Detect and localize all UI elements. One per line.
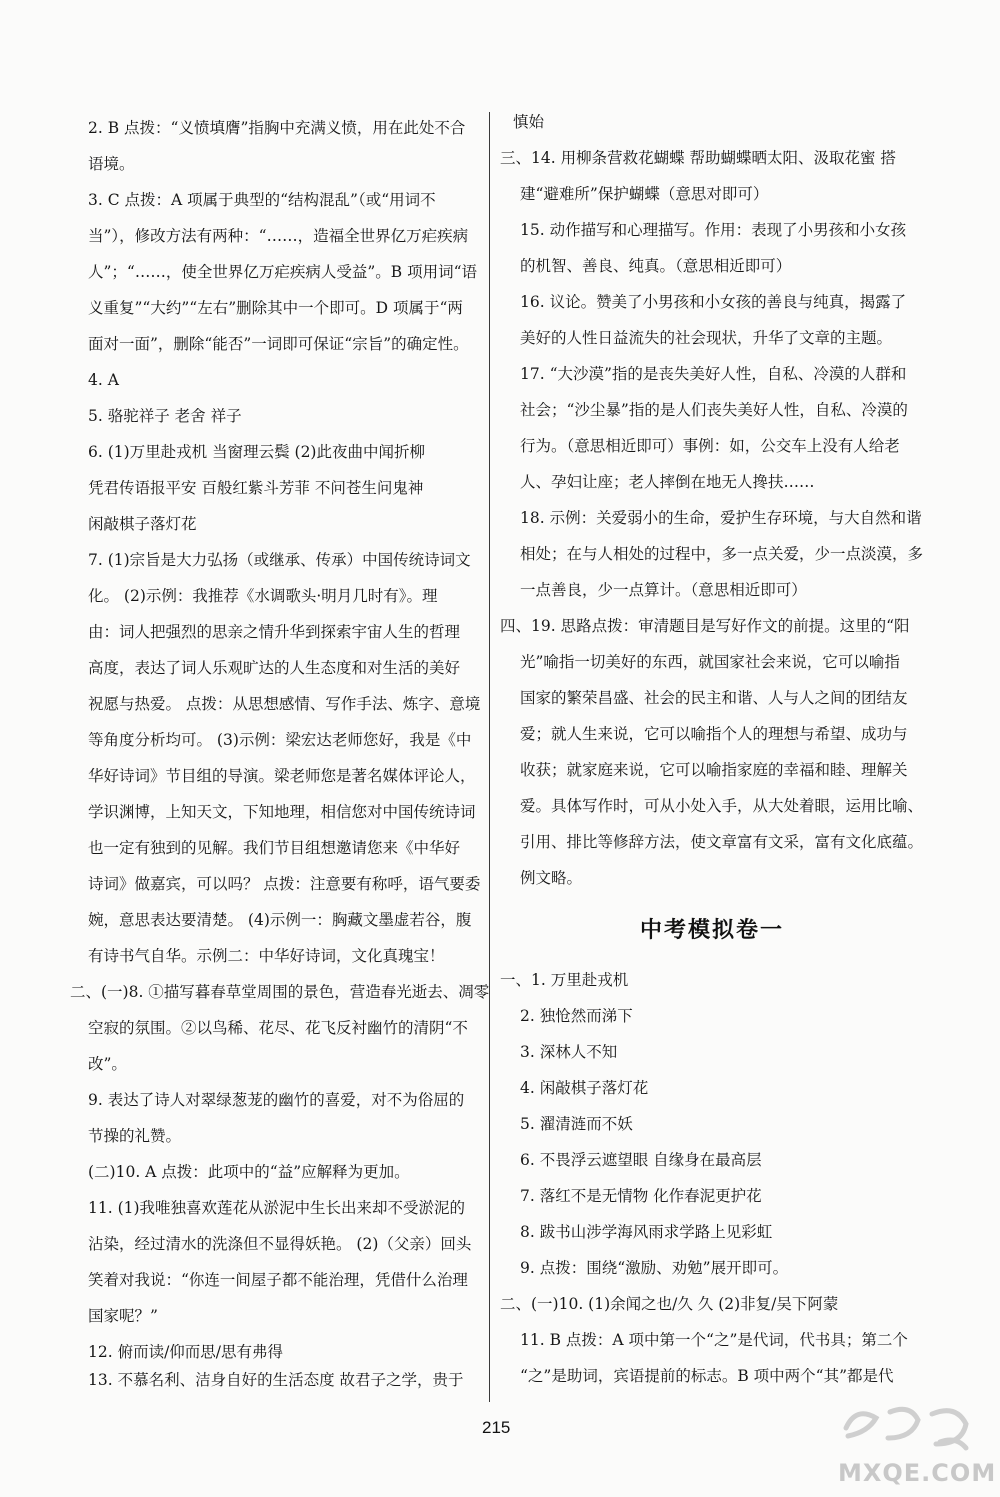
- text-line: 当”），修改方法有两种：“……，造福全世界亿万疟疾病: [88, 227, 469, 245]
- text-line: 的机智、善良、纯真。（意思相近即可）: [520, 257, 792, 275]
- text-line: 诗词》做嘉宾，可以吗？ 点拨：注意要有称呼，语气要委: [88, 875, 481, 893]
- text-line: 美好的人性日益流失的社会现状，升华了文章的主题。: [520, 329, 893, 347]
- text-line: 3. 深林人不知: [520, 1043, 618, 1061]
- text-line: 等角度分析均可。 (3)示例：梁宏达老师您好，我是《中: [88, 731, 472, 749]
- text-line: 6. (1)万里赴戎机 当窗理云鬓 (2)此夜曲中闻折柳: [88, 443, 425, 461]
- text-line: 18. 示例：关爱弱小的生命，爱护生存环境，与大自然和谐: [520, 509, 922, 527]
- text-line: 国家呢？”: [88, 1307, 158, 1325]
- text-line: 人、孕妇让座；老人摔倒在地无人搀扶……: [520, 473, 815, 491]
- text-line: 婉，意思表达要清楚。 (4)示例一：胸藏文墨虚若谷，腹: [88, 911, 472, 929]
- text-line: 爱。具体写作时，可从小处入手，从大处着眼，运用比喻、: [520, 797, 924, 815]
- text-line: 11. (1)我唯独喜欢莲花从淤泥中生长出来却不受淤泥的: [88, 1199, 466, 1217]
- text-line: 笑着对我说：“你连一间屋子都不能治理，凭借什么治理: [88, 1271, 468, 1289]
- text-line: 11. B 点拨：A 项中第一个“之”是代词，代书具；第二个: [520, 1331, 908, 1349]
- text-line: 社会；“沙尘暴”指的是人们丧失美好人性，自私、冷漠的: [520, 401, 908, 419]
- text-line: 7. 落红不是无情物 化作春泥更护花: [520, 1187, 762, 1205]
- text-line: 3. C 点拨：A 项属于典型的“结构混乱”（或“用词不: [88, 191, 436, 209]
- text-line: 改”。: [88, 1055, 127, 1073]
- text-line: 四、19. 思路点拨：审清题目是写好作文的前提。这里的“阳: [500, 617, 910, 635]
- text-line: 由：词人把强烈的思亲之情升华到探索宇宙人生的哲理: [88, 623, 461, 641]
- text-line: 2. 独怆然而涕下: [520, 1007, 633, 1025]
- text-line: 人”；“……，使全世界亿万疟疾病人受益”。B 项用词“语: [88, 263, 478, 281]
- text-line: 15. 动作描写和心理描写。作用：表现了小男孩和小女孩: [520, 221, 907, 239]
- text-line: 爱；就人生来说，它可以喻指个人的理想与希望、成功与: [520, 725, 908, 743]
- text-line: 慎始: [513, 113, 545, 131]
- text-line: 义重复”“大约”“左右”删除其中一个即可。D 项属于“两: [88, 299, 463, 317]
- text-line: 17. “大沙漠”指的是丧失美好人性，自私、冷漠的人群和: [520, 365, 907, 383]
- text-line: 13. 不慕名利、洁身自好的生活态度 故君子之学，贵于: [88, 1371, 464, 1389]
- text-line: 凭君传语报平安 百般红紫斗芳菲 不问苍生问鬼神: [88, 479, 424, 497]
- text-line: 节操的礼赞。: [88, 1127, 182, 1145]
- column-divider: [489, 112, 490, 1402]
- text-line: 2. B 点拨：“义愤填膺”指胸中充满义愤，用在此处不合: [88, 119, 466, 137]
- text-line: 6. 不畏浮云遮望眼 自缘身在最高层: [520, 1151, 762, 1169]
- text-line: 国家的繁荣昌盛、社会的民主和谐、人与人之间的团结友: [520, 689, 908, 707]
- text-line: 4. 闲敲棋子落灯花: [520, 1079, 649, 1097]
- text-line: 高度，表达了词人乐观旷达的人生态度和对生活的美好: [88, 659, 461, 677]
- text-line: 8. 跋书山涉学海风雨求学路上见彩虹: [520, 1223, 773, 1241]
- text-line: 5. 骆驼祥子 老舍 祥子: [88, 407, 242, 425]
- text-line: 一、1. 万里赴戎机: [500, 971, 629, 989]
- text-line: 相处；在与人相处的过程中，多一点关爱，少一点淡漠，多: [520, 545, 924, 563]
- text-line: 面对一面”，删除“能否”一词即可保证“宗旨”的确定性。: [88, 335, 469, 353]
- text-line: 祝愿与热爱。 点拨：从思想感情、写作手法、炼字、意境: [88, 695, 481, 713]
- text-line: 一点善良，少一点算计。（意思相近即可）: [520, 581, 807, 599]
- text-line: 9. 点拨：围绕“激励、劝勉”展开即可。: [520, 1259, 789, 1277]
- text-line: (二)10. A 点拨：此项中的“益”应解释为更加。: [88, 1163, 410, 1181]
- text-line: 5. 濯清涟而不妖: [520, 1115, 633, 1133]
- text-line: 三、14. 用柳条营救花蝴蝶 帮助蝴蝶晒太阳、汲取花蜜 搭: [500, 149, 896, 167]
- text-line: 引用、排比等修辞方法，使文章富有文采，富有文化底蕴。: [520, 833, 924, 851]
- text-line: 空寂的氛围。②以鸟稀、花尽、花飞反衬幽竹的清阴“不: [88, 1019, 468, 1037]
- text-line: 行为。（意思相近即可）事例：如，公交车上没有人给老: [520, 437, 900, 455]
- text-line: 二、(一)8. ①描写暮春草堂周围的景色，营造春光逝去、凋零: [70, 983, 490, 1001]
- text-line: 学识渊博，上知天文，下知地理，相信您对中国传统诗词: [88, 803, 476, 821]
- text-line: 建“避难所”保护蝴蝶（意思对即可）: [520, 185, 769, 203]
- text-line: 语境。: [88, 155, 135, 173]
- text-line: 收获；就家庭来说，它可以喻指家庭的幸福和睦、理解关: [520, 761, 908, 779]
- text-line: 闲敲棋子落灯花: [88, 515, 197, 533]
- section-title: 中考模拟卷一: [640, 918, 785, 943]
- text-line: 4. A: [88, 371, 119, 389]
- text-line: “之”是助词，宾语提前的标志。B 项中两个“其”都是代: [520, 1367, 894, 1385]
- text-line: 12. 俯而读/仰而思/思有弗得: [88, 1343, 284, 1361]
- text-line: 9. 表达了诗人对翠绿葱茏的幽竹的喜爱，对不为俗屈的: [88, 1091, 465, 1109]
- text-line: 化。 (2)示例：我推荐《水调歌头·明月几时有》。理: [88, 587, 438, 605]
- text-line: 例文略。: [520, 869, 583, 887]
- text-line: 沾染，经过清水的洗涤但不显得妖艳。 (2)（父亲）回头: [88, 1235, 472, 1253]
- page-number: 215: [482, 1418, 511, 1437]
- text-line: 二、(一)10. (1)余闻之也/久 久 (2)非复/吴下阿蒙: [500, 1295, 839, 1313]
- text-line: 7. (1)宗旨是大力弘扬（或继承、传承）中国传统诗词文: [88, 551, 471, 569]
- text-line: 华好诗词》节目组的导演。梁老师您是著名媒体评论人，: [88, 767, 476, 785]
- text-line: 有诗书气自华。示例二：中华好诗词，文化真瑰宝！: [88, 947, 445, 965]
- watermark-text: MXQE.COM: [838, 1459, 997, 1487]
- text-line: 光”喻指一切美好的东西，就国家社会来说，它可以喻指: [520, 653, 900, 671]
- text-line: 也一定有独到的见解。我们节目组想邀请您来《中华好: [88, 839, 461, 857]
- text-line: 16. 议论。赞美了小男孩和小女孩的善良与纯真，揭露了: [520, 293, 907, 311]
